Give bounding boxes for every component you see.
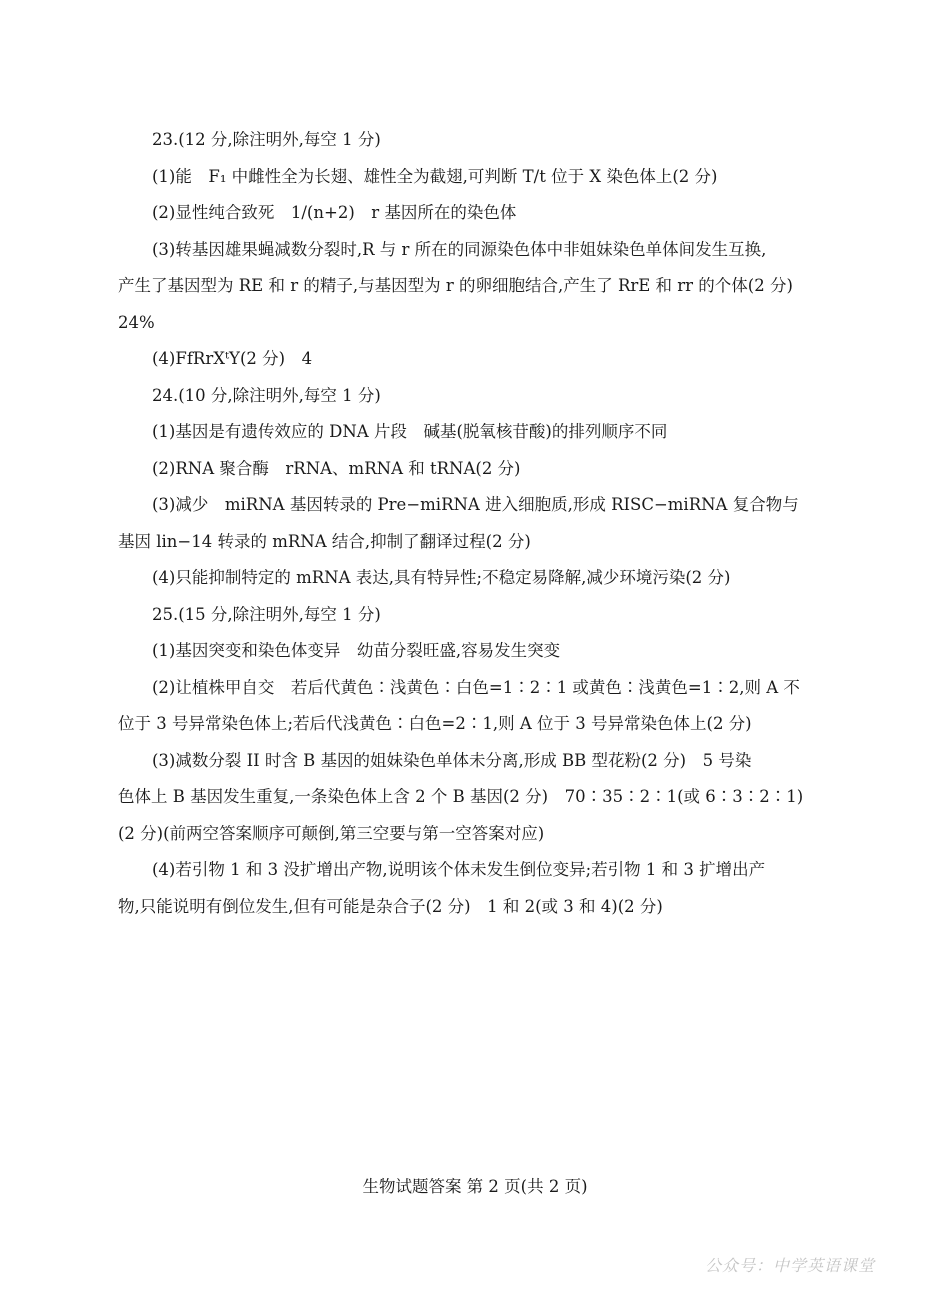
q24-answer-4: (4)只能抑制特定的 mRNA 表达,具有特异性;不稳定易降解,减少环境污染(2 分) [152, 568, 731, 587]
q23-header: 23.(12 分,除注明外,每空 1 分) [152, 130, 381, 149]
answer-content [118, 122, 834, 925]
q24-answer-3-line-1: (3)减少 miRNA 基因转录的 Pre−miRNA 进入细胞质,形成 RISC−miRNA 复合物与 [152, 495, 799, 514]
q24-answer-3-line-2: 基因 lin−14 转录的 mRNA 结合,抑制了翻译过程(2 分) [118, 531, 531, 551]
q24-answer-2: (2)RNA 聚合酶 rRNA、mRNA 和 tRNA(2 分) [152, 458, 521, 478]
page-footer: 生物试题答案 第 2 页(共 2 页) [362, 1177, 588, 1196]
q23-answer-3-line-3: 24% [118, 312, 155, 332]
q25-answer-2-line-2: 位于 3 号异常染色体上;若后代浅黄色∶白色=2∶1,则 A 位于 3 号异常染色体上(2 分) [118, 714, 752, 733]
watermark: 公众号：中学英语课堂 [704, 1256, 875, 1275]
q25-answer-2-line-1: (2)让植株甲自交 若后代黄色∶浅黄色∶白色=1∶2∶1 或黄色∶浅黄色=1∶2,则 A 不 [152, 677, 800, 697]
q23-answer-3-line-2: 产生了基因型为 RE 和 r 的精子,与基因型为 r 的卵细胞结合,产生了 RrE 和 rr 的个体(2 分) [118, 276, 793, 295]
q25-answer-4-line-1: (4)若引物 1 和 3 没扩增出产物,说明该个体未发生倒位变异;若引物 1 和 3 扩增出产 [152, 860, 766, 879]
q23-answer-2: (2)显性纯合致死 1/(n+2) r 基因所在的染色体 [152, 203, 517, 222]
q25-answer-3-line-3: (2 分)(前两空答案顺序可颠倒,第三空要与第一空答案对应) [118, 823, 545, 843]
q23-answer-1: (1)能 F₁ 中雌性全为长翅、雄性全为截翅,可判断 T/t 位于 X 染色体上(2 分) [152, 166, 718, 186]
q25-header: 25.(15 分,除注明外,每空 1 分) [152, 604, 381, 624]
q25-answer-3-line-1: (3)减数分裂 II 时含 B 基因的姐妹染色单体未分离,形成 BB 型花粉(2 分) 5 号染 [152, 750, 752, 770]
q25-answer-4-line-2: 物,只能说明有倒位发生,但有可能是杂合子(2 分) 1 和 2(或 3 和 4)(2 分) [118, 896, 663, 916]
q25-answer-1: (1)基因突变和染色体变异 幼苗分裂旺盛,容易发生突变 [152, 641, 561, 660]
q25-answer-3-line-2: 色体上 B 基因发生重复,一条染色体上含 2 个 B 基因(2 分) 70∶35∶2∶1(或 6∶3∶2∶1) [118, 787, 804, 806]
q24-answer-1: (1)基因是有遗传效应的 DNA 片段 碱基(脱氧核苷酸)的排列顺序不同 [152, 422, 668, 441]
q23-answer-4: (4)FfRrXᵗY(2 分) 4 [152, 349, 313, 368]
q23-answer-3-line-1: (3)转基因雄果蝇减数分裂时,R 与 r 所在的同源染色体中非姐妹染色单体间发生互换, [152, 239, 767, 259]
q24-header: 24.(10 分,除注明外,每空 1 分) [152, 385, 381, 405]
